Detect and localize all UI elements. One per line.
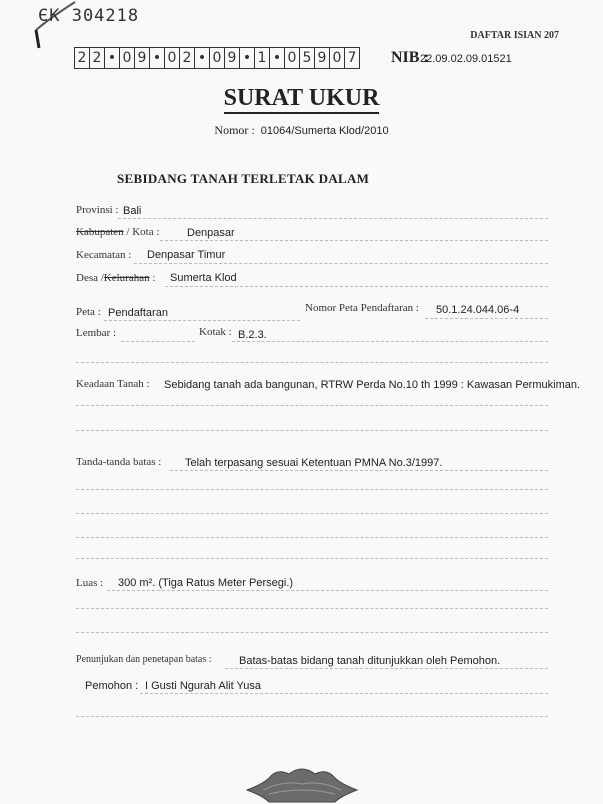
kecamatan-label: Kecamatan : [76,249,132,261]
number-box: • [195,48,210,68]
nib-label: NIB : [391,49,429,66]
number-box: 2 [90,48,105,68]
dotted-line [76,558,548,559]
kotak-value: B.2.3. [238,329,267,341]
penunjukan-value: Batas-batas bidang tanah ditunjukkan oleh Pemohon. [239,655,501,667]
nib-value: 22.09.02.09.01521 [420,53,512,65]
kota-value: Denpasar [187,227,235,239]
struck-text: Kabupaten [76,226,124,238]
luas-label: Luas : [76,577,104,589]
parcel-number-boxes [74,47,360,69]
number-box: 0 [330,48,345,68]
penunjukan-label: Penunjukan dan penetapan batas : [76,654,212,665]
number-box: 2 [75,48,90,68]
label-text: Desa / [76,272,104,284]
dotted-line [76,513,548,514]
dotted-line [170,470,548,471]
dotted-line [76,632,548,633]
dotted-line [134,263,548,264]
number-box: 0 [285,48,300,68]
dotted-line [140,693,548,694]
kotak-label: Kotak : [199,326,232,338]
nomor-peta-label: Nomor Peta Pendaftaran : [305,302,419,314]
dotted-line [225,668,548,669]
pemohon-value: I Gusti Ngurah Alit Yusa [145,680,261,692]
label-text: : [149,272,156,284]
struck-text: Kelurahan [103,272,150,284]
dotted-line [118,218,548,219]
number-box: • [270,48,285,68]
nomor-value: 01064/Sumerta Klod/2010 [260,125,389,137]
nomor-label: Nomor : [214,123,255,137]
peta-value: Pendaftaran [108,307,168,319]
number-box: 0 [210,48,225,68]
provinsi-label: Provinsi : [76,204,119,216]
peta-label: Peta : [76,306,101,318]
serial-stamp: ЄK 304218 [38,6,140,26]
pemohon-label: Pemohon : [85,680,139,692]
keadaan-tanah-label: Keadaan Tanah : [76,378,150,390]
kecamatan-value: Denpasar Timur [147,249,226,261]
dotted-line [160,240,548,241]
dotted-line [165,286,548,287]
dotted-line [425,318,548,319]
dotted-line [76,430,548,431]
number-box: • [150,48,165,68]
dotted-line [76,489,548,490]
number-box: 1 [255,48,270,68]
dotted-line [107,590,548,591]
section-heading: SEBIDANG TANAH TERLETAK DALAM [117,171,370,186]
dotted-line [76,405,548,406]
tanda-batas-label: Tanda-tanda batas : [76,456,162,468]
number-box: 7 [347,50,357,66]
keadaan-tanah-value: Sebidang tanah ada bangunan, RTRW Perda No.10 th 1999 : Kawasan Permukiman. [164,379,581,391]
number-box: 0 [165,48,180,68]
number-box: • [240,48,255,68]
dotted-line [121,341,195,342]
document-title [0,85,603,112]
title-text: SURAT UKUR [224,85,380,114]
number-box: 0 [120,48,135,68]
kabupaten-label [76,226,159,238]
form-code: DAFTAR ISIAN 207 [470,30,559,41]
number-box: 9 [315,48,330,68]
dotted-line [76,362,548,363]
number-box: 2 [180,48,195,68]
dotted-line [232,341,548,342]
number-box: 5 [300,48,315,68]
dotted-line [76,537,548,538]
provinsi-value: Bali [123,205,142,217]
number-box: 9 [225,48,240,68]
label-text: / Kota : [123,226,160,238]
desa-value: Sumerta Klod [170,272,237,284]
dotted-line [76,716,548,717]
number-box: • [105,48,120,68]
lembar-label: Lembar : [76,327,117,339]
dotted-line [76,608,548,609]
luas-value: 300 m². (Tiga Ratus Meter Persegi.) [118,577,294,589]
desa-label [76,272,155,284]
tanda-batas-value: Telah terpasang sesuai Ketentuan PMNA No.3/1997. [185,457,443,469]
document-number [0,123,603,138]
nomor-peta-value: 50.1.24.044.06-4 [436,304,520,316]
dotted-line [104,320,300,321]
number-box: 9 [135,48,150,68]
security-ornament-icon [243,764,361,804]
